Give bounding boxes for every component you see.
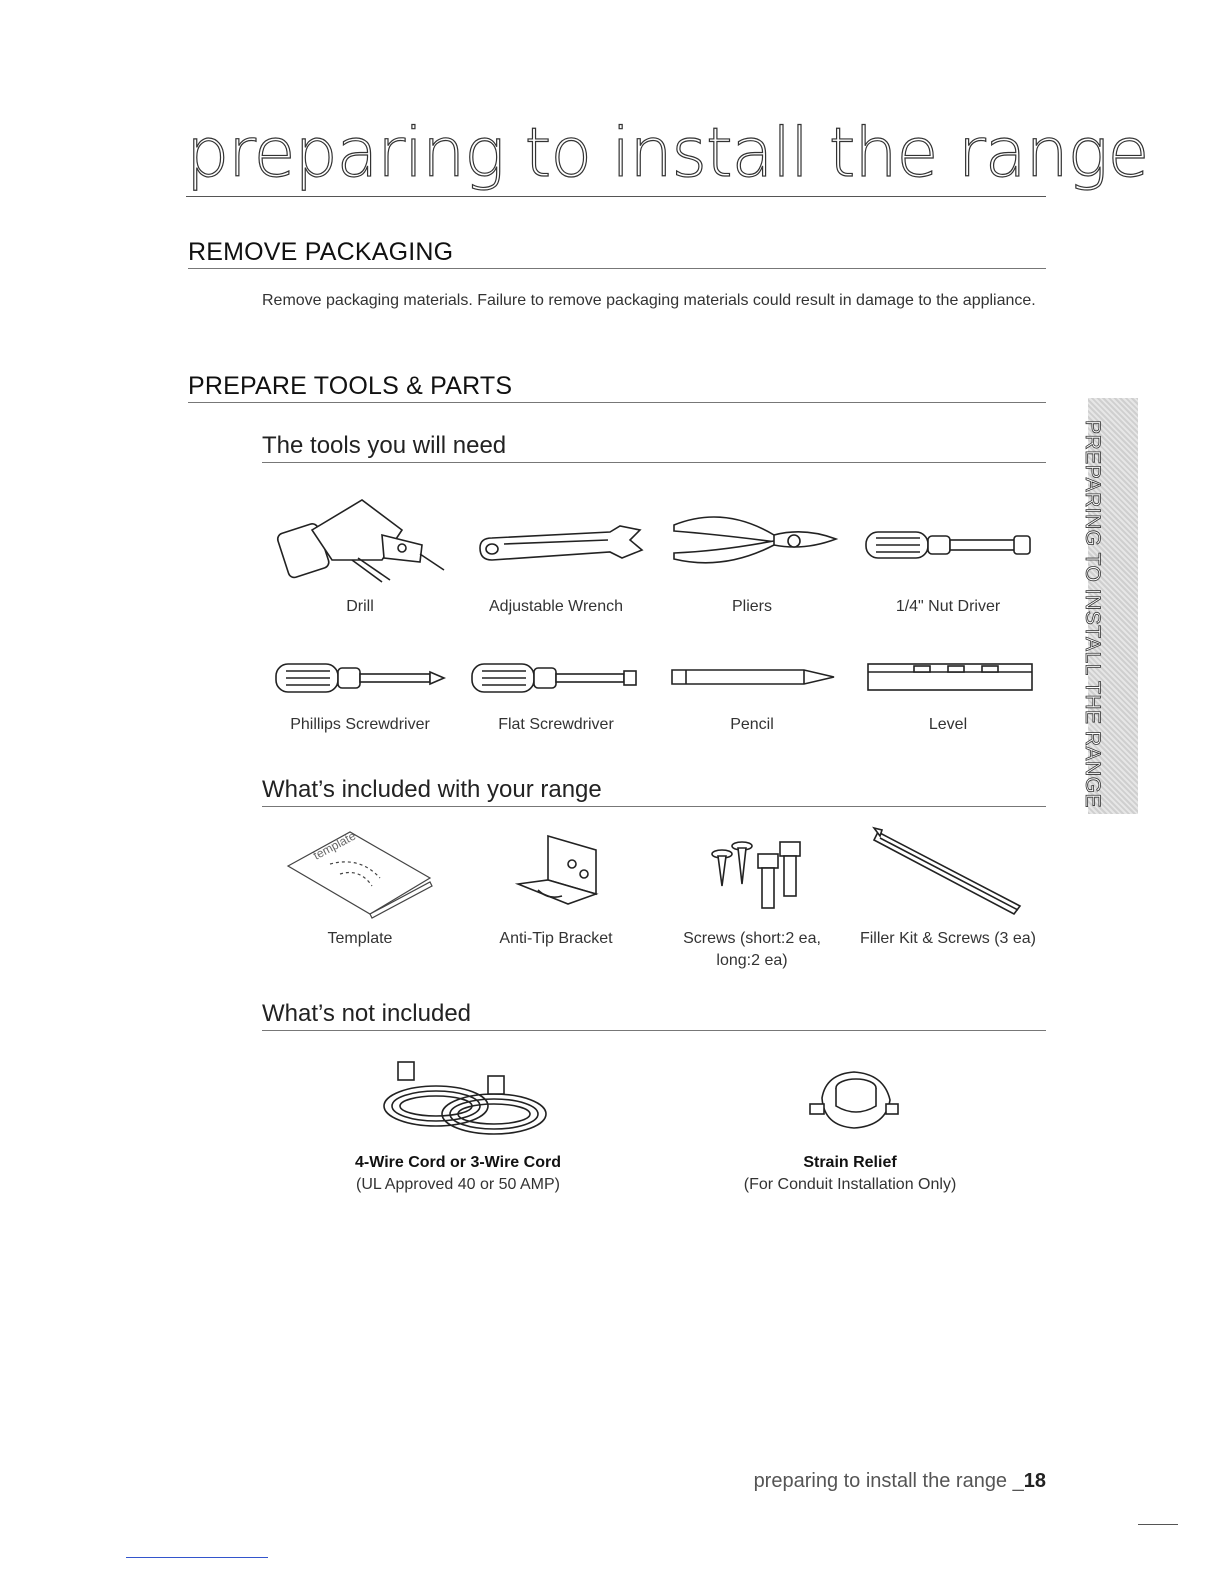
included-label-template: Template (327, 930, 393, 947)
adjustable-wrench-icon (470, 518, 650, 578)
section-heading-prepare-tools: PREPARE TOOLS & PARTS (188, 370, 1046, 403)
template-art-text: template (310, 828, 359, 863)
subheading-tools: The tools you will need (262, 430, 1046, 463)
filler-kit-icon (870, 824, 1030, 920)
tool-label-level: Level (928, 716, 968, 733)
not-included-subtitle-strain-relief: (For Conduit Installation Only) (743, 1176, 957, 1193)
drill-icon (272, 490, 452, 590)
included-label-anti-tip-bracket: Anti-Tip Bracket (499, 930, 613, 947)
not-included-title-cord: 4-Wire Cord or 3-Wire Cord (355, 1154, 561, 1171)
wire-cord-icon (376, 1054, 556, 1144)
pliers-icon (664, 505, 844, 575)
tool-label-adjustable-wrench: Adjustable Wrench (489, 598, 623, 615)
tool-label-phillips-screwdriver: Phillips Screwdriver (290, 716, 430, 733)
screws-icon (704, 826, 814, 916)
bottom-link-rule (126, 1557, 268, 1558)
flat-screwdriver-icon (468, 656, 648, 700)
tool-label-pliers: Pliers (731, 598, 772, 615)
strain-relief-icon (806, 1060, 902, 1140)
tool-label-flat-screwdriver: Flat Screwdriver (498, 716, 614, 733)
level-icon (862, 660, 1042, 694)
tool-label-nut-driver: 1/4" Nut Driver (895, 598, 1001, 615)
tool-label-pencil: Pencil (730, 716, 774, 733)
tool-label-drill: Drill (346, 598, 374, 615)
not-included-title-strain-relief: Strain Relief (803, 1154, 897, 1171)
page-footer (754, 1470, 1046, 1493)
page-number: 18 (1023, 1470, 1046, 1492)
template-icon (280, 826, 440, 916)
page-title: preparing to install the range (186, 112, 1046, 197)
remove-packaging-text: Remove packaging materials. Failure to remove packaging materials could result in damage to the appliance. (262, 292, 1036, 309)
side-chapter-label: PREPARING TO INSTALL THE RANGE (1081, 420, 1104, 809)
included-label-screws: Screws (short:2 ea, long:2 ea) (683, 930, 821, 969)
nut-driver-icon (862, 520, 1042, 570)
anti-tip-bracket-icon (508, 830, 608, 916)
subheading-included: What’s included with your range (262, 774, 1046, 807)
subheading-not-included: What’s not included (262, 998, 1046, 1031)
section-heading-remove-packaging: REMOVE PACKAGING (188, 236, 1046, 269)
not-included-subtitle-cord: (UL Approved 40 or 50 AMP) (356, 1176, 560, 1193)
included-label-filler-kit: Filler Kit & Screws (3 ea) (859, 930, 1037, 947)
pencil-icon (664, 662, 844, 692)
footer-text: preparing to install the range _ (753, 1470, 1024, 1492)
phillips-screwdriver-icon (272, 656, 452, 700)
corner-rule (1138, 1524, 1178, 1525)
